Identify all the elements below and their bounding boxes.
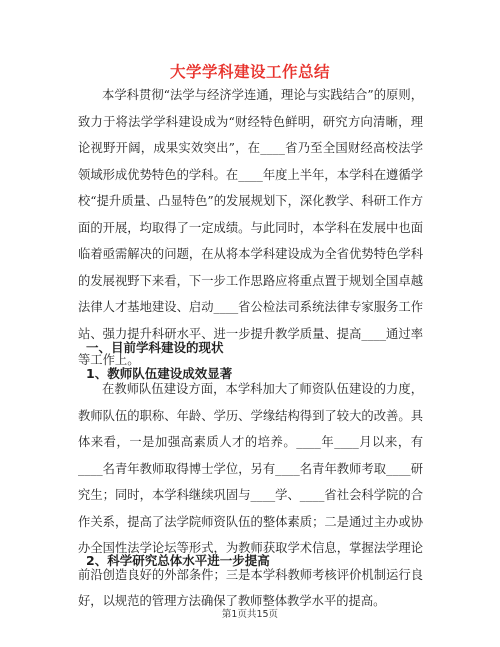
paragraph-intro: 本学科贯彻“法学与经济学连通，理论与实践结合”的原则，致力于将法学学科建设成为“财经特色鲜明，研究方向清晰，理论视野开阔，成果实效突出”，在____省乃至全国财经高校法学领域形成优势特色的学科。在____年度上半年，本学科在遵循学校“提升质量、凸显特色”的发展规划下，深化教学、科研工作方面的开展，均取得了一定成绩。与此同时，本学科在发展中也面临着亟需解决的问题，在从将本学科建设成为全省优势特色学科的发展视野下来看，下一步工作思路应将重点置于规划全国卓越法律人才基地建设、启动____省公检法司系统法律专家服务工作站、强力提升科研水平、进一步提升教学质量、提高____通过率等工作上。 bbox=[78, 88, 423, 367]
subsection-heading-faculty: 1、教师队伍建设成效显著 bbox=[86, 366, 233, 381]
subsection-heading-research: 2、科学研究总体水平进一步提高 bbox=[86, 553, 270, 568]
paragraph-faculty: 在教师队伍建设方面，本学科加大了师资队伍建设的力度，教师队伍的职称、年龄、学历、学缘结构得到了较大的改善。具体来看，一是加强高素质人才的培养。____年____月以来，有____名青年教师取得博士学位，另有____名青年教师考取____研究生；同时，本学科继续巩固与____学、____省社会科学院的合作关系，提高了法学院师资队伍的整体素质；二是通过主办或协办全国性法学论坛等形式，为教师获取学术信息，掌握法学理论前沿创造良好的外部条件；三是本学科教师考核评价机制运行良好，以规范的管理方法确保了教师整体教学水平的提高。 bbox=[78, 382, 423, 608]
document-title: 大学学科建设工作总结 bbox=[169, 63, 330, 81]
page-number: 第1页共15页 bbox=[221, 609, 279, 620]
section-heading-status: 一、目前学科建设的现状 bbox=[86, 340, 224, 355]
